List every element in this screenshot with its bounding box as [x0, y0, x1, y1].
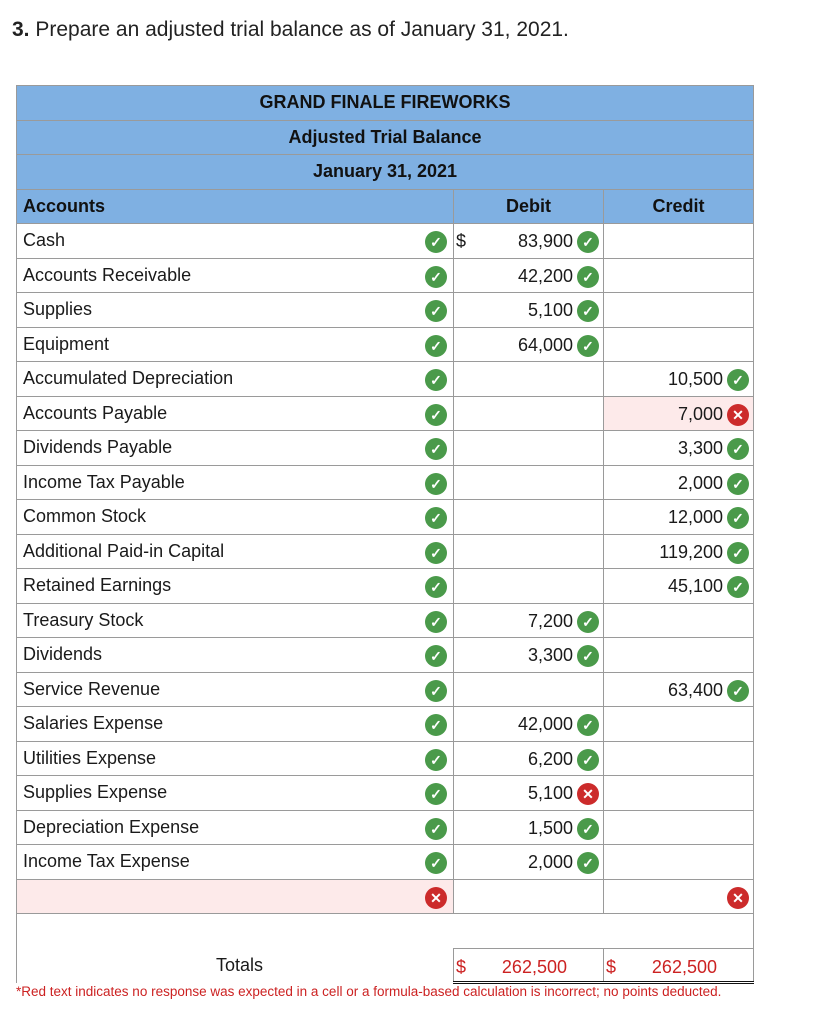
- account-cell[interactable]: [17, 465, 454, 500]
- correct-check-icon: ✓: [425, 404, 447, 426]
- table-row: [17, 707, 754, 742]
- account-cell[interactable]: [17, 569, 454, 604]
- correct-check-icon: ✓: [425, 266, 447, 288]
- correct-check-icon: ✓: [577, 300, 599, 322]
- correct-check-icon: ✓: [727, 369, 749, 391]
- correct-check-icon: ✓: [577, 749, 599, 771]
- debit-amount: 7,200: [527, 610, 573, 631]
- trial-balance-table: [16, 85, 754, 984]
- debit-cell[interactable]: [454, 362, 604, 397]
- question-prompt: Prepare an adjusted trial balance as of January 31, 2021.: [35, 18, 569, 41]
- account-cell[interactable]: [17, 396, 454, 431]
- footnote: *Red text indicates no response was expected in a cell or a formula-based calculation is incorrect; no points deducted.: [16, 984, 722, 999]
- account-name: Salaries Expense: [23, 713, 164, 734]
- accounts-column-header: Accounts: [17, 189, 454, 224]
- account-cell[interactable]: [17, 638, 454, 673]
- credit-amount: 7,000: [677, 403, 723, 424]
- debit-amount: 6,200: [527, 748, 573, 769]
- credit-amount: 63,400: [667, 679, 723, 700]
- correct-check-icon: ✓: [425, 507, 447, 529]
- debit-cell[interactable]: [454, 500, 604, 535]
- credit-cell[interactable]: [604, 569, 754, 604]
- debit-cell[interactable]: [454, 293, 604, 328]
- correct-check-icon: ✓: [425, 645, 447, 667]
- debit-amount: 1,500: [527, 817, 573, 838]
- total-debit-amount: 262,500: [501, 956, 567, 977]
- correct-check-icon: ✓: [425, 611, 447, 633]
- table-row: [17, 431, 754, 466]
- debit-amount: 83,900: [517, 231, 573, 251]
- credit-cell[interactable]: [604, 258, 754, 293]
- table-row: [17, 776, 754, 811]
- debit-amount: 5,100: [527, 783, 573, 803]
- account-name: Income Tax Expense: [23, 851, 190, 872]
- account-cell[interactable]: [17, 362, 454, 397]
- debit-cell[interactable]: [454, 465, 604, 500]
- credit-cell[interactable]: [604, 810, 754, 845]
- debit-cell[interactable]: [454, 534, 604, 569]
- table-row: [17, 396, 754, 431]
- table-row: [17, 500, 754, 535]
- credit-amount: 2,000: [677, 472, 723, 493]
- debit-cell[interactable]: [454, 224, 604, 259]
- debit-cell[interactable]: [454, 741, 604, 776]
- table-row: [17, 327, 754, 362]
- table-row: [17, 293, 754, 328]
- total-credit-amount: 262,500: [651, 956, 717, 977]
- correct-check-icon: ✓: [425, 852, 447, 874]
- account-name: Common Stock: [23, 506, 147, 527]
- credit-amount: 3,300: [677, 438, 723, 458]
- debit-amount: 2,000: [527, 852, 573, 872]
- blank-debit-cell[interactable]: [454, 879, 604, 914]
- account-name: Treasury Stock: [23, 609, 144, 630]
- debit-cell[interactable]: [454, 845, 604, 880]
- totals-label: Totals: [17, 948, 454, 983]
- correct-check-icon: ✓: [425, 714, 447, 736]
- account-name: Accounts Receivable: [23, 264, 192, 285]
- correct-check-icon: ✓: [577, 645, 599, 667]
- correct-check-icon: ✓: [577, 266, 599, 288]
- spacer-cell: [17, 914, 754, 949]
- table-row: [17, 845, 754, 880]
- credit-amount: 45,100: [667, 576, 723, 596]
- account-cell[interactable]: [17, 741, 454, 776]
- credit-cell[interactable]: [604, 465, 754, 500]
- account-name: Depreciation Expense: [23, 816, 200, 837]
- correct-check-icon: ✓: [577, 818, 599, 840]
- account-cell[interactable]: [17, 293, 454, 328]
- company-name: GRAND FINALE FIREWORKS: [17, 86, 754, 121]
- correct-check-icon: ✓: [577, 231, 599, 253]
- correct-check-icon: ✓: [425, 438, 447, 460]
- account-cell[interactable]: [17, 845, 454, 880]
- account-name: Service Revenue: [23, 678, 161, 699]
- statement-title: Adjusted Trial Balance: [17, 120, 754, 155]
- credit-cell[interactable]: [604, 293, 754, 328]
- correct-check-icon: ✓: [425, 231, 447, 253]
- correct-check-icon: ✓: [425, 300, 447, 322]
- account-cell[interactable]: [17, 672, 454, 707]
- credit-cell[interactable]: [604, 224, 754, 259]
- account-name: Additional Paid-in Capital: [23, 540, 225, 561]
- debit-cell[interactable]: [454, 569, 604, 604]
- account-cell[interactable]: [17, 327, 454, 362]
- debit-cell[interactable]: [454, 396, 604, 431]
- credit-cell[interactable]: [604, 362, 754, 397]
- correct-check-icon: ✓: [425, 335, 447, 357]
- account-name: Accounts Payable: [23, 402, 168, 423]
- totals-row: [17, 948, 754, 983]
- credit-cell[interactable]: [604, 431, 754, 466]
- credit-cell[interactable]: [604, 534, 754, 569]
- account-cell[interactable]: [17, 224, 454, 259]
- table-row: [17, 465, 754, 500]
- credit-cell[interactable]: [604, 741, 754, 776]
- debit-cell[interactable]: [454, 707, 604, 742]
- table-row: [17, 603, 754, 638]
- credit-amount: 119,200: [659, 541, 723, 562]
- incorrect-x-icon: ✕: [727, 404, 749, 426]
- account-name: Supplies: [23, 299, 93, 320]
- table-row: [17, 741, 754, 776]
- credit-cell[interactable]: [604, 638, 754, 673]
- table-row: [17, 638, 754, 673]
- account-name: Income Tax Payable: [23, 471, 185, 492]
- correct-check-icon: ✓: [577, 611, 599, 633]
- credit-cell[interactable]: [604, 603, 754, 638]
- debit-cell[interactable]: [454, 327, 604, 362]
- account-name: Cash: [23, 230, 66, 251]
- correct-check-icon: ✓: [425, 542, 447, 564]
- credit-cell[interactable]: [604, 327, 754, 362]
- credit-cell[interactable]: [604, 672, 754, 707]
- total-credit-cell: [604, 948, 754, 983]
- incorrect-x-icon: ✕: [727, 887, 749, 909]
- correct-check-icon: ✓: [425, 749, 447, 771]
- table-row: [17, 569, 754, 604]
- credit-cell[interactable]: [604, 776, 754, 811]
- spacer-row: [17, 914, 754, 949]
- debit-amount: 42,200: [517, 265, 573, 286]
- question-text: [12, 18, 569, 42]
- blank-account-cell[interactable]: [17, 879, 454, 914]
- account-cell[interactable]: [17, 603, 454, 638]
- debit-cell[interactable]: [454, 810, 604, 845]
- account-cell[interactable]: [17, 258, 454, 293]
- account-cell[interactable]: [17, 534, 454, 569]
- debit-cell[interactable]: [454, 431, 604, 466]
- table-row: [17, 258, 754, 293]
- debit-cell[interactable]: [454, 603, 604, 638]
- debit-amount: 42,000: [517, 714, 573, 734]
- correct-check-icon: ✓: [727, 473, 749, 495]
- blank-entry-row: [17, 879, 754, 914]
- debit-amount: 3,300: [527, 645, 573, 665]
- credit-amount: 12,000: [667, 507, 723, 527]
- debit-cell[interactable]: [454, 776, 604, 811]
- account-name: Accumulated Depreciation: [23, 368, 234, 389]
- account-cell[interactable]: [17, 431, 454, 466]
- correct-check-icon: ✓: [425, 818, 447, 840]
- correct-check-icon: ✓: [425, 783, 447, 805]
- correct-check-icon: ✓: [577, 714, 599, 736]
- credit-cell[interactable]: [604, 845, 754, 880]
- account-name: Equipment: [23, 333, 110, 354]
- table-row: [17, 810, 754, 845]
- table-row: [17, 224, 754, 259]
- debit-cell[interactable]: [454, 258, 604, 293]
- table-row: [17, 672, 754, 707]
- account-cell[interactable]: [17, 500, 454, 535]
- debit-column-header: Debit: [454, 189, 604, 224]
- correct-check-icon: ✓: [425, 369, 447, 391]
- correct-check-icon: ✓: [577, 852, 599, 874]
- account-cell[interactable]: [17, 810, 454, 845]
- blank-credit-cell[interactable]: [604, 879, 754, 914]
- account-name: Supplies Expense: [23, 782, 168, 803]
- correct-check-icon: ✓: [425, 473, 447, 495]
- account-cell[interactable]: [17, 707, 454, 742]
- correct-check-icon: ✓: [727, 507, 749, 529]
- account-cell[interactable]: [17, 776, 454, 811]
- incorrect-x-icon: ✕: [425, 887, 447, 909]
- correct-check-icon: ✓: [727, 542, 749, 564]
- total-debit-cell: [454, 948, 604, 983]
- incorrect-x-icon: ✕: [577, 783, 599, 805]
- credit-column-header: Credit: [604, 189, 754, 224]
- debit-cell[interactable]: [454, 672, 604, 707]
- correct-check-icon: ✓: [727, 680, 749, 702]
- credit-amount: 10,500: [667, 369, 723, 389]
- table-row: [17, 362, 754, 397]
- table-row: [17, 534, 754, 569]
- correct-check-icon: ✓: [577, 335, 599, 357]
- correct-check-icon: ✓: [727, 438, 749, 460]
- currency-symbol: $: [606, 956, 617, 977]
- account-name: Utilities Expense: [23, 747, 157, 768]
- currency-symbol: $: [456, 956, 467, 977]
- credit-cell[interactable]: [604, 396, 754, 431]
- correct-check-icon: ✓: [425, 680, 447, 702]
- account-name: Dividends: [23, 644, 103, 665]
- credit-cell[interactable]: [604, 500, 754, 535]
- credit-cell[interactable]: [604, 707, 754, 742]
- question-number: 3.: [12, 18, 30, 41]
- debit-cell[interactable]: [454, 638, 604, 673]
- debit-amount: 5,100: [527, 300, 573, 320]
- account-name: Retained Earnings: [23, 575, 172, 596]
- statement-date: January 31, 2021: [17, 155, 754, 190]
- debit-amount: 64,000: [517, 334, 573, 355]
- correct-check-icon: ✓: [425, 576, 447, 598]
- currency-symbol: $: [456, 231, 467, 251]
- correct-check-icon: ✓: [727, 576, 749, 598]
- account-name: Dividends Payable: [23, 437, 173, 458]
